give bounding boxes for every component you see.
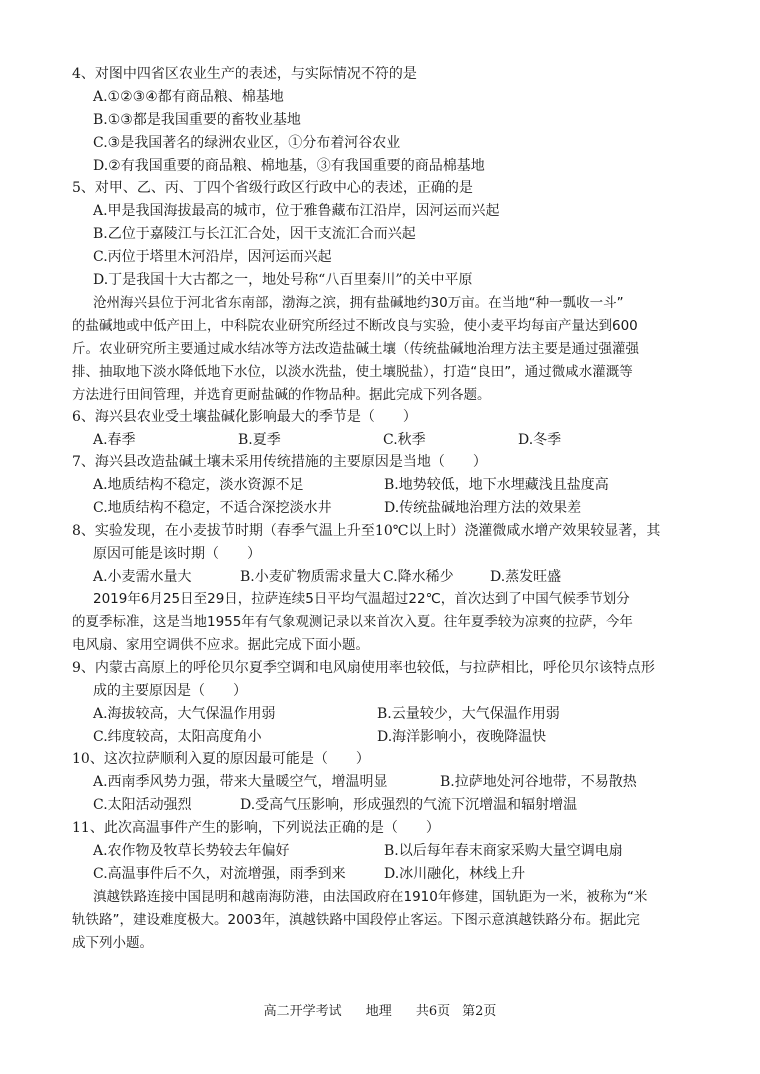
question-11-option-b: B.以后每年春末商家采购大量空调电扇 bbox=[384, 843, 623, 859]
passage-1-line: 斤。农业研究所主要通过咸水结冰等方法改造盐碱土壤（传统盐碱地治理方法主要是通过强灌强 bbox=[72, 341, 639, 357]
question-9-option-a: A.海拔较高，大气保温作用弱 bbox=[93, 706, 276, 722]
question-7-option-b: B.地势较低，地下水埋藏浅且盐度高 bbox=[384, 477, 609, 493]
question-6-option-c: C.秋季 bbox=[383, 432, 426, 448]
question-10-option-d: D.受高气压影响，形成强烈的气流下沉增温和辐射增温 bbox=[240, 797, 578, 813]
question-5-option-c: C.丙位于塔里木河沿岸，因河运而兴起 bbox=[93, 249, 332, 265]
question-10-option-c: C.太阳活动强烈 bbox=[93, 797, 192, 813]
passage-2-line: 2019年6月25日至29日，拉萨连续5日平均气温超过22℃，首次达到了中国气候季节划分 bbox=[93, 591, 630, 607]
question-6-option-b: B.夏季 bbox=[238, 432, 281, 448]
passage-3-line: 轨铁路”，建设难度极大。2003年，滇越铁路中国段停止客运。下图示意滇越铁路分布。据此完 bbox=[72, 912, 640, 928]
passage-2-line: 的夏季标准，这是当地1955年有气象观测记录以来首次入夏。往年夏季较为凉爽的拉萨，今年 bbox=[72, 614, 633, 630]
passage-1-line: 的盐碱地或中低产田上，中科院农业研究所经过不断改良与实验，使小麦平均每亩产量达到600 bbox=[72, 318, 638, 334]
page-footer bbox=[0, 1000, 760, 1019]
question-11-option-a: A.农作物及牧草长势较去年偏好 bbox=[93, 843, 290, 859]
footer-subject: 地理 bbox=[365, 1004, 392, 1019]
question-8-option-a: A.小麦需水量大 bbox=[93, 569, 192, 585]
question-8-option-c: C.降水稀少 bbox=[383, 569, 454, 585]
question-8-option-b: B.小麦矿物质需求量大 bbox=[240, 569, 381, 585]
question-6-stem: 6、海兴县农业受土壤盐碱化影响最大的季节是（ ） bbox=[72, 409, 417, 425]
question-7-stem: 7、海兴县改造盐碱土壤未采用传统措施的主要原因是当地（ ） bbox=[72, 454, 487, 470]
question-5-stem: 5、对甲、乙、丙、丁四个省级行政区行政中心的表述，正确的是 bbox=[72, 180, 473, 196]
question-7-option-c: C.地质结构不稳定，不适合深挖淡水井 bbox=[93, 500, 332, 516]
footer-total-pages: 共6页 bbox=[415, 1004, 451, 1019]
question-10-stem: 10、这次拉萨顺利入夏的原因最可能是（ ） bbox=[72, 751, 370, 767]
question-9-option-d: D.海洋影响小，夜晚降温快 bbox=[377, 729, 547, 745]
question-6-option-d: D.冬季 bbox=[518, 432, 562, 448]
question-11-stem: 11、此次高温事件产生的影响，下列说法正确的是（ ） bbox=[72, 820, 440, 836]
passage-3-line: 成下列小题。 bbox=[72, 935, 153, 951]
passage-1-line: 方法进行田间管理，并选育更耐盐碱的作物品种。据此完成下列各题。 bbox=[72, 387, 491, 403]
question-8-stem: 8、实验发现，在小麦拔节时期（春季气温上升至10℃以上时）浇灌微咸水增产效果较显著，其 bbox=[72, 523, 661, 539]
question-4-stem: 4、对图中四省区农业生产的表述，与实际情况不符的是 bbox=[72, 66, 417, 82]
question-11-option-c: C.高温事件后不久，对流增强，雨季到来 bbox=[93, 866, 346, 882]
question-5-option-a: A.甲是我国海拔最高的城市，位于雅鲁藏布江沿岸，因河运而兴起 bbox=[93, 203, 500, 219]
question-5-option-d: D.丁是我国十大古都之一，地处号称“八百里秦川”的关中平原 bbox=[93, 272, 473, 288]
passage-1-line: 沧州海兴县位于河北省东南部，渤海之滨，拥有盐碱地约30万亩。在当地“种一瓢收一斗” bbox=[93, 295, 624, 311]
question-5-option-b: B.乙位于嘉陵江与长江汇合处，因干支流汇合而兴起 bbox=[93, 226, 416, 242]
question-6-option-a: A.春季 bbox=[93, 432, 136, 448]
question-7-option-a: A.地质结构不稳定，淡水资源不足 bbox=[93, 477, 304, 493]
question-4-option-a: A.①②③④都有商品粮、棉基地 bbox=[93, 89, 284, 105]
question-8-option-d: D.蒸发旺盛 bbox=[490, 569, 562, 585]
question-10-option-b: B.拉萨地处河谷地带，不易散热 bbox=[440, 774, 637, 790]
question-9-stem: 9、内蒙古高原上的呼伦贝尔夏季空调和电风扇使用率也较低，与拉萨相比，呼伦贝尔该特点形 bbox=[72, 660, 655, 676]
question-9-option-c: C.纬度较高，太阳高度角小 bbox=[93, 729, 262, 745]
question-7-option-d: D.传统盐碱地治理方法的效果差 bbox=[384, 500, 582, 516]
question-10-option-a: A.西南季风势力强，带来大量暖空气，增温明显 bbox=[93, 774, 388, 790]
passage-3-line: 滇越铁路连接中国昆明和越南海防港，由法国政府在1910年修建，国轨距为一米，被称为“米 bbox=[93, 889, 648, 905]
question-4-option-b: B.①③都是我国重要的畜牧业基地 bbox=[93, 112, 301, 128]
passage-1-line: 排、抽取地下淡水降低地下水位，以淡水洗盐，使土壤脱盐），打造“良田”，通过微咸水灌溉等 bbox=[72, 364, 633, 380]
question-11-option-d: D.冰川融化，林线上升 bbox=[384, 866, 526, 882]
question-4-option-d: D.②有我国重要的商品粮、棉地基，③有我国重要的商品棉基地 bbox=[93, 158, 485, 174]
question-4-option-c: C.③是我国著名的绿洲农业区，①分布着河谷农业 bbox=[93, 135, 401, 151]
question-9-stem-continued: 成的主要原因是（ ） bbox=[93, 683, 247, 699]
footer-exam-name: 高二开学考试 bbox=[263, 1004, 342, 1019]
question-8-stem-continued: 原因可能是该时期（ ） bbox=[93, 546, 261, 562]
footer-page-number: 第2页 bbox=[462, 1004, 497, 1019]
question-9-option-b: B.云量较少，大气保温作用弱 bbox=[377, 706, 560, 722]
passage-2-line: 电风扇、家用空调供不应求。据此完成下面小题。 bbox=[72, 637, 369, 653]
